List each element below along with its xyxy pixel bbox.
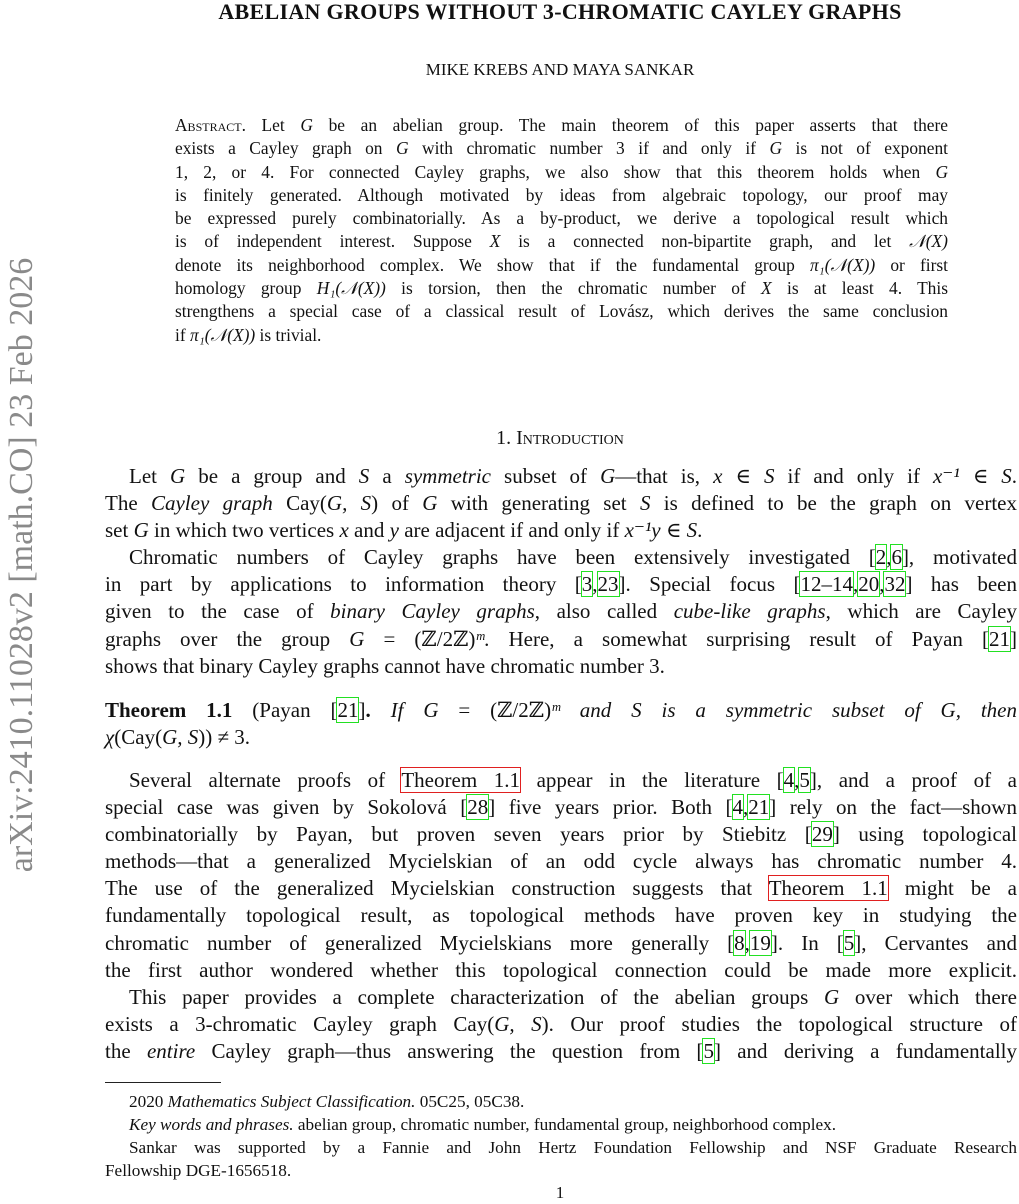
text: . bbox=[697, 518, 703, 543]
text: , bbox=[592, 572, 598, 597]
text: strengthens a special case of a classical result of Lovász, which derives the same conclusion bbox=[175, 301, 948, 322]
page-number: 1 bbox=[555, 1183, 565, 1202]
text-line bbox=[105, 1159, 1017, 1182]
citation-link[interactable]: 12–14 bbox=[800, 572, 853, 597]
text bbox=[371, 698, 391, 722]
italic-text: G bbox=[300, 115, 313, 135]
italic-text: x⁻¹ bbox=[932, 464, 960, 488]
citation-link[interactable]: 4 bbox=[732, 795, 744, 820]
text: be a group and bbox=[185, 464, 359, 488]
italic-text: G bbox=[422, 491, 438, 516]
italic-text: S bbox=[764, 464, 775, 488]
text-line bbox=[105, 1113, 1017, 1136]
text: is defined to be the graph on vertex bbox=[650, 491, 1017, 516]
italic-text: X bbox=[761, 278, 772, 299]
text: over which there bbox=[839, 984, 1017, 1009]
section-heading: 1. Introduction bbox=[496, 427, 624, 449]
text-line bbox=[105, 930, 1017, 957]
text: is finitely generated. Although motivated by ideas from algebraic topology, our proof may bbox=[175, 184, 948, 205]
text: , bbox=[744, 930, 750, 955]
italic-text: G, S bbox=[162, 725, 199, 750]
italic-text: Cayley graph bbox=[150, 491, 273, 516]
text-line bbox=[175, 137, 948, 160]
text: , bbox=[886, 545, 892, 570]
text: (Payan [ bbox=[232, 698, 338, 722]
theorem-reference-link[interactable]: Theorem 1.1 bbox=[768, 876, 888, 901]
introduction-continued bbox=[105, 767, 1017, 1065]
text: )) ≠ 3. bbox=[198, 725, 251, 750]
italic-text: y bbox=[389, 518, 399, 543]
text-line bbox=[105, 1136, 1017, 1159]
text: the first author wondered whether this topological connection could be made more explicit. bbox=[105, 957, 1017, 982]
italic-text: G, S bbox=[326, 491, 372, 516]
text: The bbox=[105, 491, 151, 516]
text: (Cay( bbox=[114, 725, 163, 750]
italic-text: ᵐ and S is a symmetric subset of G, then bbox=[551, 698, 1018, 722]
italic-text: H₁(𝒩(X)) bbox=[316, 278, 386, 299]
text-line bbox=[175, 184, 948, 207]
italic-text: ᵐ bbox=[475, 626, 485, 651]
italic-text: π₁(𝒩(X)) bbox=[189, 324, 256, 345]
text: Fellowship DGE-1656518. bbox=[105, 1161, 292, 1180]
text: or first bbox=[875, 254, 948, 275]
text: Chromatic numbers of Cayley graphs have been extensively investigated [ bbox=[129, 545, 876, 570]
italic-text: binary Cayley graphs bbox=[330, 599, 535, 624]
text-line bbox=[105, 463, 1017, 490]
italic-text: cube-like graphs bbox=[673, 599, 826, 624]
bold-text: Theorem 1.1 bbox=[105, 698, 233, 722]
text: Several alternate proofs of bbox=[129, 768, 402, 792]
text: —that is, bbox=[615, 464, 714, 488]
text: fundamentally topological result, as topological methods have proven key in studying the bbox=[105, 903, 1017, 928]
text: if bbox=[175, 324, 190, 345]
text: homology group bbox=[175, 278, 317, 299]
text-line bbox=[105, 984, 1017, 1011]
text: ] bbox=[358, 698, 366, 722]
text: . Let bbox=[241, 115, 301, 135]
citation-link[interactable]: 2 bbox=[875, 545, 887, 570]
text: ] has been bbox=[905, 572, 1017, 597]
italic-text: 𝒩(X) bbox=[909, 231, 948, 252]
text: methods—that a generalized Mycielskian of an odd cycle always has chromatic number 4. bbox=[105, 849, 1017, 874]
text: ] five years prior. Both [ bbox=[488, 795, 733, 820]
italic-text: Key words and phrases. bbox=[129, 1115, 294, 1134]
text: ] bbox=[1010, 626, 1018, 651]
text-line bbox=[175, 114, 948, 137]
italic-text: Mathematics Subject Classification. bbox=[167, 1092, 416, 1111]
text: , bbox=[852, 572, 859, 597]
text: This paper provides a complete characterization of the abelian groups bbox=[129, 984, 824, 1009]
abstract bbox=[175, 114, 948, 347]
text: 2020 bbox=[129, 1092, 168, 1111]
text-line bbox=[175, 207, 948, 230]
text: given to the case of bbox=[105, 599, 331, 624]
text: ], and a proof of a bbox=[809, 768, 1018, 792]
text: in part by applications to information theory [ bbox=[105, 572, 582, 597]
footnote-rule bbox=[105, 1082, 221, 1083]
italic-text: S bbox=[358, 464, 370, 488]
text: is of independent interest. Suppose bbox=[175, 231, 490, 252]
text: exists a 3-chromatic Cayley graph Cay( bbox=[105, 1011, 495, 1036]
text-line bbox=[105, 1090, 1017, 1113]
italic-text: X bbox=[489, 231, 501, 252]
theorem-1-1 bbox=[105, 697, 1017, 751]
text: Sankar was supported by a Fannie and John Hertz Foundation Fellowship and NSF Graduate Research bbox=[129, 1138, 1017, 1157]
text: . Here, a somewhat surprising result of Payan [ bbox=[484, 626, 990, 651]
text: if and only if bbox=[774, 464, 933, 488]
text: , bbox=[879, 572, 885, 597]
text: subset of bbox=[491, 464, 601, 488]
text: might be a bbox=[887, 876, 1017, 901]
italic-text: x bbox=[713, 464, 723, 488]
text-line bbox=[105, 1038, 1017, 1065]
citation-link[interactable]: 5 bbox=[703, 1038, 714, 1063]
text: The use of the generalized Mycielskian construction suggests that bbox=[105, 876, 769, 901]
theorem-reference-link[interactable]: Theorem 1.1 bbox=[401, 768, 520, 792]
text-line bbox=[175, 277, 948, 300]
text: ∈ bbox=[660, 518, 687, 543]
text: ]. Special focus [ bbox=[618, 572, 801, 597]
citation-link[interactable]: 20 bbox=[858, 572, 880, 597]
citation-link[interactable]: 5 bbox=[843, 930, 855, 955]
text-line bbox=[175, 230, 948, 253]
text: ] using topological bbox=[832, 822, 1017, 847]
citation-link[interactable]: 23 bbox=[597, 572, 619, 597]
text-line bbox=[105, 848, 1017, 875]
italic-text: G bbox=[769, 138, 783, 159]
text-line bbox=[105, 767, 1017, 794]
text: ], Cervantes and bbox=[854, 930, 1017, 955]
citation-link[interactable]: 32 bbox=[884, 572, 906, 597]
text: exists a Cayley graph on bbox=[175, 138, 396, 159]
text-line bbox=[175, 324, 948, 347]
italic-text: G bbox=[824, 984, 840, 1009]
text: = (ℤ/2ℤ) bbox=[438, 698, 552, 722]
text: with chromatic number 3 if and only if bbox=[408, 138, 770, 159]
text-line bbox=[105, 598, 1017, 625]
text-line bbox=[105, 626, 1017, 653]
text: ∈ bbox=[959, 464, 1002, 488]
text-line bbox=[175, 161, 948, 184]
paper-title: ABELIAN GROUPS WITHOUT 3-CHROMATIC CAYLEY GRAPHS bbox=[218, 0, 902, 24]
italic-text: x bbox=[339, 518, 349, 543]
citation-link[interactable]: 29 bbox=[811, 822, 833, 847]
text: ] rely on the fact—shown bbox=[769, 795, 1017, 820]
text: denote its neighborhood complex. We show that if the fundamental group bbox=[175, 254, 810, 275]
text: ]. In [ bbox=[770, 930, 844, 955]
italic-text: G, S bbox=[494, 1011, 542, 1036]
text: , bbox=[794, 768, 800, 792]
text: is a connected non-bipartite graph, and let bbox=[500, 231, 910, 252]
text: combinatorially by Payan, but proven seven years prior by Stiebitz [ bbox=[105, 822, 812, 847]
text: ∈ bbox=[722, 464, 765, 488]
text-line bbox=[105, 490, 1017, 517]
text: appear in the literature [ bbox=[520, 768, 784, 792]
citation-link[interactable]: 21 bbox=[748, 795, 770, 820]
citation-link[interactable]: 19 bbox=[749, 930, 771, 955]
text: are adjacent if and only if bbox=[398, 518, 625, 543]
abstract-label: Abstract bbox=[175, 115, 242, 135]
text-line bbox=[105, 653, 1017, 680]
text: . bbox=[1011, 464, 1018, 488]
text-line bbox=[105, 794, 1017, 821]
bold-text: . bbox=[365, 698, 371, 722]
text-line bbox=[175, 254, 948, 277]
citation-link[interactable]: 4 bbox=[783, 768, 795, 792]
text-line bbox=[105, 902, 1017, 929]
text: ], motivated bbox=[901, 545, 1017, 570]
text-line bbox=[105, 517, 1017, 544]
text: Cay( bbox=[272, 491, 327, 516]
text: chromatic number of generalized Mycielskians more generally [ bbox=[105, 930, 735, 955]
text-line bbox=[105, 875, 1017, 902]
text: , bbox=[743, 795, 749, 820]
italic-text: symmetric bbox=[404, 464, 491, 488]
italic-text: S bbox=[1001, 464, 1012, 488]
text: = (ℤ/2ℤ) bbox=[364, 626, 476, 651]
italic-text: G bbox=[935, 161, 948, 182]
text-line bbox=[105, 957, 1017, 984]
text: be an abelian group. The main theorem of this paper asserts that there bbox=[312, 115, 949, 135]
text: is torsion, then the chromatic number of bbox=[385, 278, 762, 299]
italic-text: χ bbox=[105, 725, 115, 750]
text: is not of exponent bbox=[782, 138, 948, 159]
text: be expressed purely combinatorially. As a by-product, we derive a topological result which bbox=[175, 208, 948, 229]
italic-text: G bbox=[170, 464, 186, 488]
text: 05C25, 05C38. bbox=[415, 1092, 525, 1111]
text: graphs over the group bbox=[105, 626, 350, 651]
paper-authors: MIKE KREBS AND MAYA SANKAR bbox=[425, 60, 695, 79]
text: is trivial. bbox=[255, 324, 322, 345]
italic-text: G bbox=[133, 518, 149, 543]
text: the bbox=[105, 1038, 147, 1063]
text: ). Our proof studies the topological structure of bbox=[541, 1011, 1017, 1036]
citation-link[interactable]: 21 bbox=[989, 626, 1011, 651]
text: is at least 4. This bbox=[771, 278, 948, 299]
footnotes bbox=[105, 1090, 1017, 1182]
introduction-paragraphs bbox=[105, 463, 1017, 680]
text-line bbox=[105, 1011, 1017, 1038]
text: shows that binary Cayley graphs cannot have chromatic number 3. bbox=[105, 653, 665, 678]
text: 1, 2, or 4. For connected Cayley graphs, we also show that this theorem holds when bbox=[175, 161, 936, 182]
italic-text: If G bbox=[390, 698, 439, 722]
text-line bbox=[105, 724, 1017, 751]
italic-text: entire bbox=[146, 1038, 196, 1063]
text: ] and deriving a fundamentally bbox=[713, 1038, 1017, 1063]
text-line bbox=[105, 697, 1017, 724]
text-line bbox=[105, 544, 1017, 571]
citation-link[interactable]: 21 bbox=[337, 698, 359, 722]
italic-text: S bbox=[639, 491, 651, 516]
text: special case was given by Sokolová [ bbox=[105, 795, 468, 820]
italic-text: G bbox=[600, 464, 616, 488]
text: , which are Cayley bbox=[825, 599, 1017, 624]
text: in which two vertices bbox=[148, 518, 340, 543]
text-line bbox=[105, 821, 1017, 848]
text: a bbox=[369, 464, 405, 488]
text: ) of bbox=[371, 491, 423, 516]
italic-text: S bbox=[686, 518, 698, 543]
citation-link[interactable]: 8 bbox=[734, 930, 745, 955]
text: , also called bbox=[534, 599, 674, 624]
citation-link[interactable]: 6 bbox=[891, 545, 902, 570]
text: Cayley graph—thus answering the question from [ bbox=[195, 1038, 704, 1063]
citation-link[interactable]: 3 bbox=[581, 572, 593, 597]
arxiv-identifier-stamp: arXiv:2410.11028v2 [math.CO] 23 Feb 2026 bbox=[3, 257, 40, 873]
text: and bbox=[348, 518, 390, 543]
text-line bbox=[105, 571, 1017, 598]
citation-link[interactable]: 28 bbox=[467, 795, 489, 820]
citation-link[interactable]: 5 bbox=[799, 768, 810, 792]
text: Let bbox=[129, 464, 171, 488]
text: set bbox=[105, 518, 134, 543]
text: with generating set bbox=[437, 491, 640, 516]
italic-text: G bbox=[349, 626, 365, 651]
text: abelian group, chromatic number, fundamental group, neighborhood complex. bbox=[293, 1115, 837, 1134]
italic-text: G bbox=[396, 138, 409, 159]
italic-text: x⁻¹y bbox=[624, 518, 661, 543]
text-line bbox=[175, 300, 948, 323]
italic-text: π₁(𝒩(X)) bbox=[809, 254, 876, 275]
